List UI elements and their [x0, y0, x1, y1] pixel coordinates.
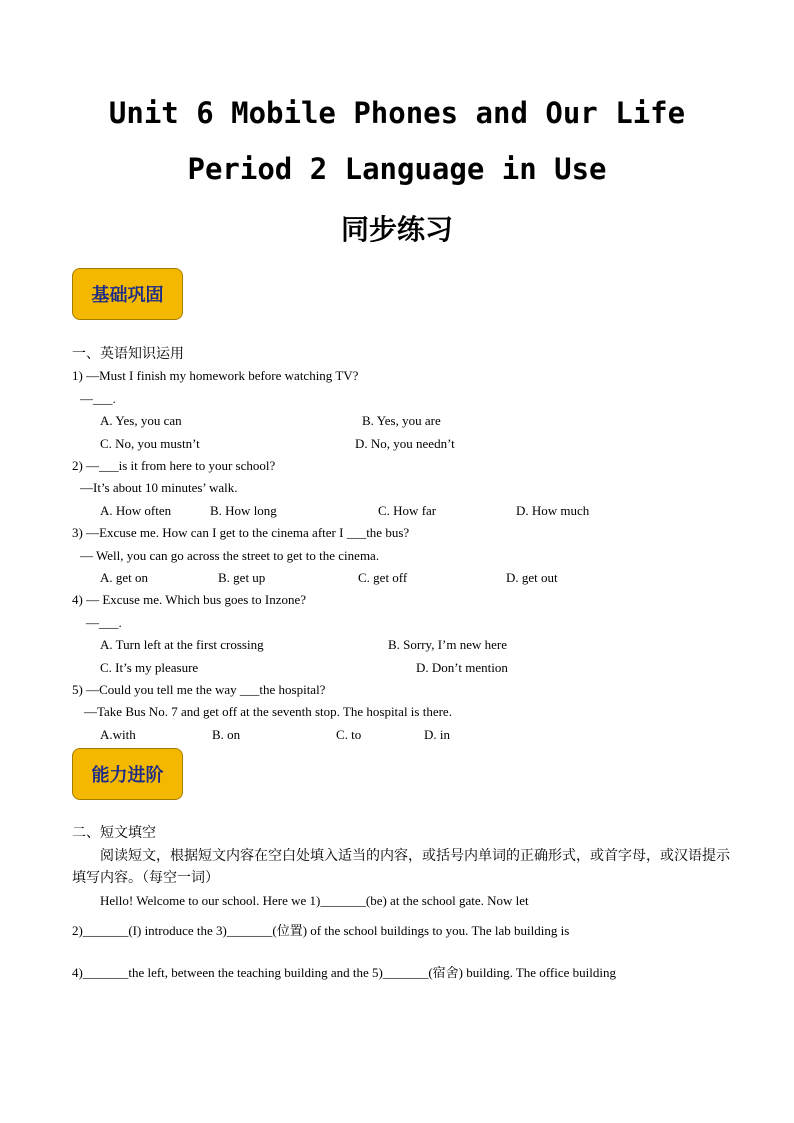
q4-prompt: 4) — Excuse me. Which bus goes to Inzone? [72, 592, 307, 607]
q1-answer: —___. [80, 391, 116, 406]
q5-option-d: D. in [424, 727, 450, 742]
section1-heading: 一、英语知识运用 [72, 346, 184, 362]
q2-option-a: A. How often [100, 503, 172, 518]
q4-option-a: A. Turn left at the first crossing [100, 637, 264, 652]
q3-option-a: A. get on [100, 570, 149, 585]
page-title-cn: 同步练习 [340, 213, 453, 246]
q5-option-a: A.with [100, 727, 136, 742]
q3-reply: — Well, you can go across the street to get to the cinema. [80, 548, 380, 563]
section2-instruction: 阅读短文，根据短文内容在空白处填入适当的内容，或括号内单词的正确形式，或首字母，或汉语提示填写内容。（每空一词） [72, 848, 730, 886]
q4-option-d: D. Don’t mention [416, 660, 508, 675]
page-title-line1: Unit 6 Mobile Phones and Our Life [108, 96, 686, 130]
q2-option-d: D. How much [516, 503, 590, 518]
q5-reply: —Take Bus No. 7 and get off at the seventh stop. The hospital is there. [84, 704, 452, 719]
passage-line1: Hello! Welcome to our school. Here we 1)_______(be) at the school gate. Now let [100, 893, 529, 908]
q3-prompt: 3) —Excuse me. How can I get to the cinema after I ___the bus? [72, 525, 410, 540]
badge-advanced: 能力进阶 [72, 748, 183, 800]
passage-line2: 2)_______(I) introduce the 3)_______(位置) of the school buildings to you. The lab building is [72, 923, 570, 938]
q1-prompt: 1) —Must I finish my homework before watching TV? [72, 368, 359, 383]
q1-option-d: D. No, you needn’t [355, 436, 455, 451]
q2-prompt: 2) —___is it from here to your school? [72, 458, 276, 473]
q4-answer: —___. [86, 615, 122, 630]
q1-option-b: B. Yes, you are [362, 413, 441, 428]
passage-line3: 4)_______the left, between the teaching building and the 5)_______(宿舍) building. The office building [72, 965, 616, 980]
q2-option-b: B. How long [210, 503, 277, 518]
q5-prompt: 5) —Could you tell me the way ___the hospital? [72, 682, 326, 697]
q3-option-b: B. get up [218, 570, 266, 585]
q3-option-c: C. get off [358, 570, 408, 585]
q5-option-c: C. to [336, 727, 362, 742]
q1-option-a: A. Yes, you can [100, 413, 182, 428]
q2-reply: —It’s about 10 minutes’ walk. [80, 480, 238, 495]
section2-heading: 二、短文填空 [72, 825, 156, 841]
badge-basic: 基础巩固 [72, 268, 183, 320]
q3-option-d: D. get out [506, 570, 558, 585]
q5-option-b: B. on [212, 727, 241, 742]
q2-option-c: C. How far [378, 503, 437, 518]
q4-option-b: B. Sorry, I’m new here [388, 637, 508, 652]
q4-option-c: C. It’s my pleasure [100, 660, 199, 675]
page-title-line2: Period 2 Language in Use [187, 152, 607, 186]
q1-option-c: C. No, you mustn’t [100, 436, 200, 451]
